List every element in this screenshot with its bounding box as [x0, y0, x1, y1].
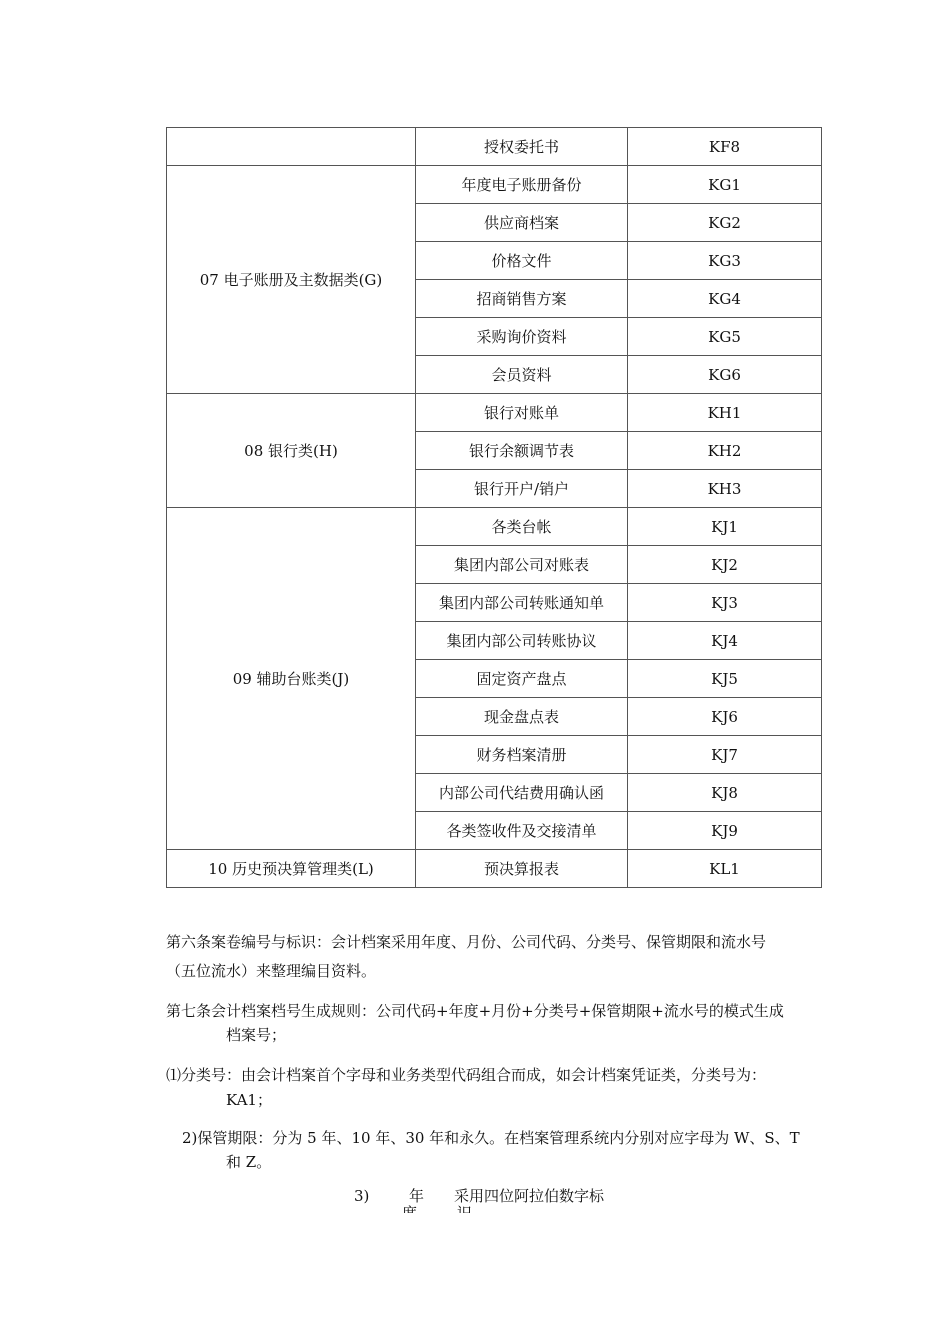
table-row	[167, 128, 822, 166]
code-cell: KG1	[628, 166, 822, 204]
item-cell: 内部公司代结费用确认函	[416, 774, 628, 812]
category-cell: 07 电子账册及主数据类(G)	[167, 166, 416, 394]
item-3-word-a: 年	[409, 1187, 425, 1205]
code-cell: KG6	[628, 356, 822, 394]
code-cell: KJ1	[628, 508, 822, 546]
item-cell: 预决算报表	[416, 850, 628, 888]
article-6-line-2: （五位流水）来整理编目资料。	[166, 962, 377, 980]
code-cell: KG3	[628, 242, 822, 280]
item-cell: 招商销售方案	[416, 280, 628, 318]
code-cell: KJ8	[628, 774, 822, 812]
code-cell: KF8	[628, 128, 822, 166]
table-row	[167, 394, 822, 432]
code-cell: KH2	[628, 432, 822, 470]
item-cell: 供应商档案	[416, 204, 628, 242]
code-cell: KJ2	[628, 546, 822, 584]
archive-code-table-body	[167, 128, 822, 888]
code-cell: KH1	[628, 394, 822, 432]
item-cell: 银行对账单	[416, 394, 628, 432]
code-cell: KJ7	[628, 736, 822, 774]
code-cell: KJ9	[628, 812, 822, 850]
item-3-number: 3)	[354, 1187, 370, 1205]
category-cell: 09 辅助台账类(J)	[167, 508, 416, 850]
code-cell: KJ5	[628, 660, 822, 698]
item-2-line-2: 和 Z。	[226, 1153, 272, 1171]
page-bottom-mask	[0, 1213, 950, 1344]
code-cell: KG4	[628, 280, 822, 318]
item-cell: 采购询价资料	[416, 318, 628, 356]
item-cell: 授权委托书	[416, 128, 628, 166]
item-cell: 价格文件	[416, 242, 628, 280]
category-cell: 08 银行类(H)	[167, 394, 416, 508]
item-cell: 年度电子账册备份	[416, 166, 628, 204]
item-1-line-2: KA1；	[226, 1091, 272, 1109]
item-3-text-a: 采用四位阿拉伯数字标	[454, 1187, 605, 1205]
item-cell: 各类台帐	[416, 508, 628, 546]
item-cell: 财务档案清册	[416, 736, 628, 774]
code-cell: KL1	[628, 850, 822, 888]
item-cell: 集团内部公司转账通知单	[416, 584, 628, 622]
code-cell: KH3	[628, 470, 822, 508]
code-cell: KJ6	[628, 698, 822, 736]
item-cell: 集团内部公司转账协议	[416, 622, 628, 660]
item-cell: 现金盘点表	[416, 698, 628, 736]
archive-code-table	[166, 127, 822, 888]
table-row	[167, 508, 822, 546]
code-cell: KG5	[628, 318, 822, 356]
item-2-line-1: 2)保管期限：分为 5 年、10 年、30 年和永久。在档案管理系统内分别对应字母为 W、S、T	[182, 1129, 800, 1147]
article-7-line-1: 第七条会计档案档号生成规则：公司代码+年度+月份+分类号+保管期限+流水号的模式生成	[166, 1002, 784, 1020]
item-cell: 银行余额调节表	[416, 432, 628, 470]
table-row	[167, 166, 822, 204]
category-cell: 10 历史预决算管理类(L)	[167, 850, 416, 888]
item-cell: 固定资产盘点	[416, 660, 628, 698]
item-cell: 各类签收件及交接清单	[416, 812, 628, 850]
code-cell: KJ4	[628, 622, 822, 660]
item-cell: 银行开户/销户	[416, 470, 628, 508]
code-cell: KJ3	[628, 584, 822, 622]
article-6-line-1: 第六条案卷编号与标识：会计档案采用年度、月份、公司代码、分类号、保管期限和流水号	[166, 933, 767, 951]
item-cell: 集团内部公司对账表	[416, 546, 628, 584]
item-1-line-1: ⑴分类号：由会计档案首个字母和业务类型代码组合而成，如会计档案凭证类，分类号为：	[166, 1066, 767, 1084]
code-cell: KG2	[628, 204, 822, 242]
article-7-line-2: 档案号；	[226, 1026, 287, 1044]
category-cell	[167, 128, 416, 166]
item-cell: 会员资料	[416, 356, 628, 394]
table-row	[167, 850, 822, 888]
